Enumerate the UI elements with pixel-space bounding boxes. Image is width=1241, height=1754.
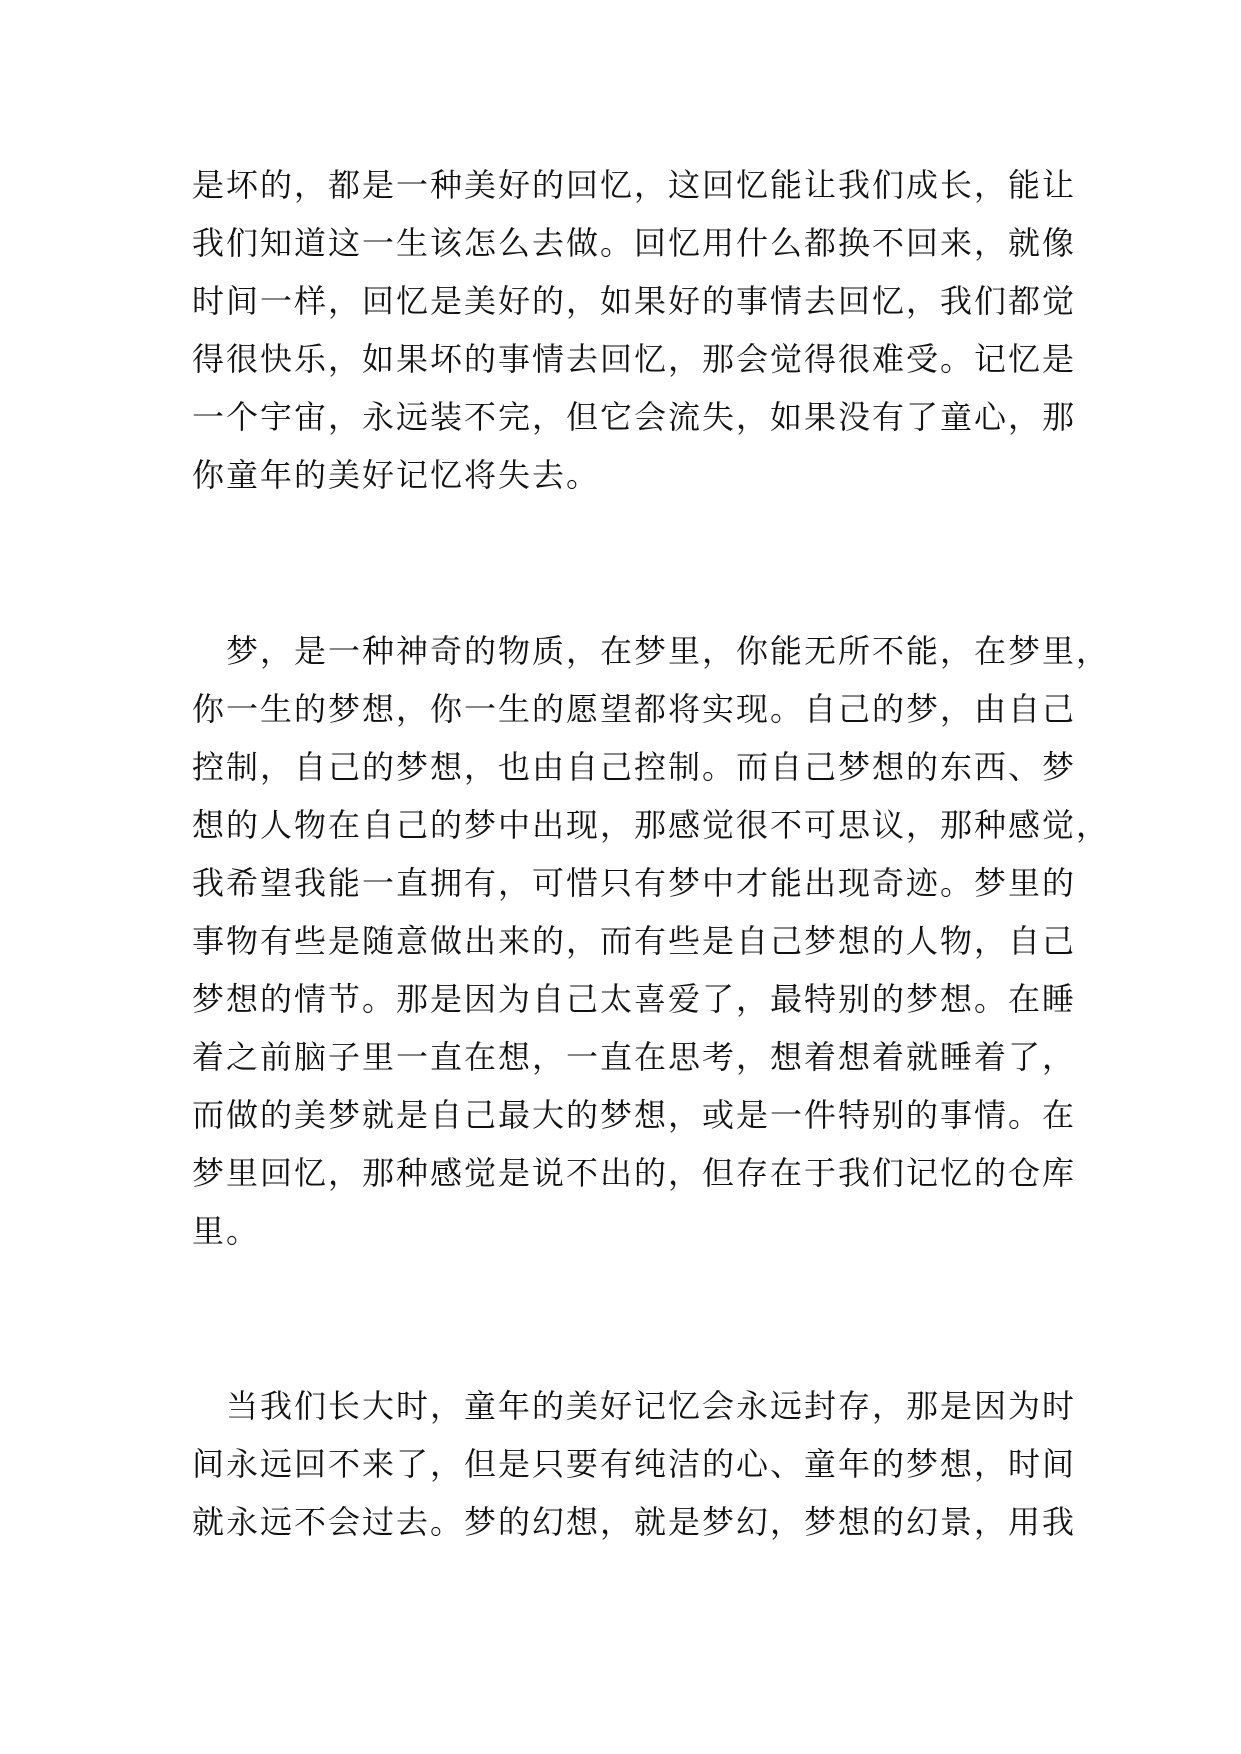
text-line: 梦，是一种神奇的物质，在梦里，你能无所不能，在梦里，	[192, 632, 1111, 670]
text-line: 着之前脑子里一直在想，一直在思考，想着想着就睡着了，	[192, 1038, 1077, 1076]
text-line: 你童年的美好记忆将失去。	[192, 456, 601, 494]
text-line: 你一生的梦想，你一生的愿望都将实现。自己的梦，由自己	[192, 690, 1077, 728]
text-line: 而做的美梦就是自己最大的梦想，或是一件特别的事情。在	[192, 1096, 1077, 1134]
text-line: 事物有些是随意做出来的，而有些是自己梦想的人物，自己	[192, 922, 1077, 960]
text-line: 是坏的，都是一种美好的回忆，这回忆能让我们成长，能让	[192, 166, 1077, 204]
text-line: 控制，自己的梦想，也由自己控制。而自己梦想的东西、梦	[192, 748, 1077, 786]
text-line: 间永远回不来了，但是只要有纯洁的心、童年的梦想，时间	[192, 1445, 1077, 1483]
text-line: 梦想的情节。那是因为自己太喜爱了，最特别的梦想。在睡	[192, 980, 1077, 1018]
paragraph-dream	[192, 622, 1111, 1260]
paragraph-memory	[192, 156, 1077, 504]
text-line: 得很快乐，如果坏的事情去回忆，那会觉得很难受。记忆是	[192, 340, 1077, 378]
text-line: 一个宇宙，永远装不完，但它会流失，如果没有了童心，那	[192, 398, 1077, 436]
text-line: 就永远不会过去。梦的幻想，就是梦幻，梦想的幻景，用我	[192, 1503, 1077, 1541]
text-line: 时间一样，回忆是美好的，如果好的事情去回忆，我们都觉	[192, 282, 1077, 320]
text-line: 想的人物在自己的梦中出现，那感觉很不可思议，那种感觉，	[192, 806, 1111, 844]
text-line: 梦里回忆，那种感觉是说不出的，但存在于我们记忆的仓库	[192, 1154, 1077, 1192]
text-line: 我们知道这一生该怎么去做。回忆用什么都换不回来，就像	[192, 224, 1077, 262]
text-line: 里。	[192, 1212, 261, 1250]
paragraph-growing-up	[192, 1377, 1077, 1551]
text-line: 我希望我能一直拥有，可惜只有梦中才能出现奇迹。梦里的	[192, 864, 1077, 902]
text-line: 当我们长大时，童年的美好记忆会永远封存，那是因为时	[192, 1387, 1077, 1425]
